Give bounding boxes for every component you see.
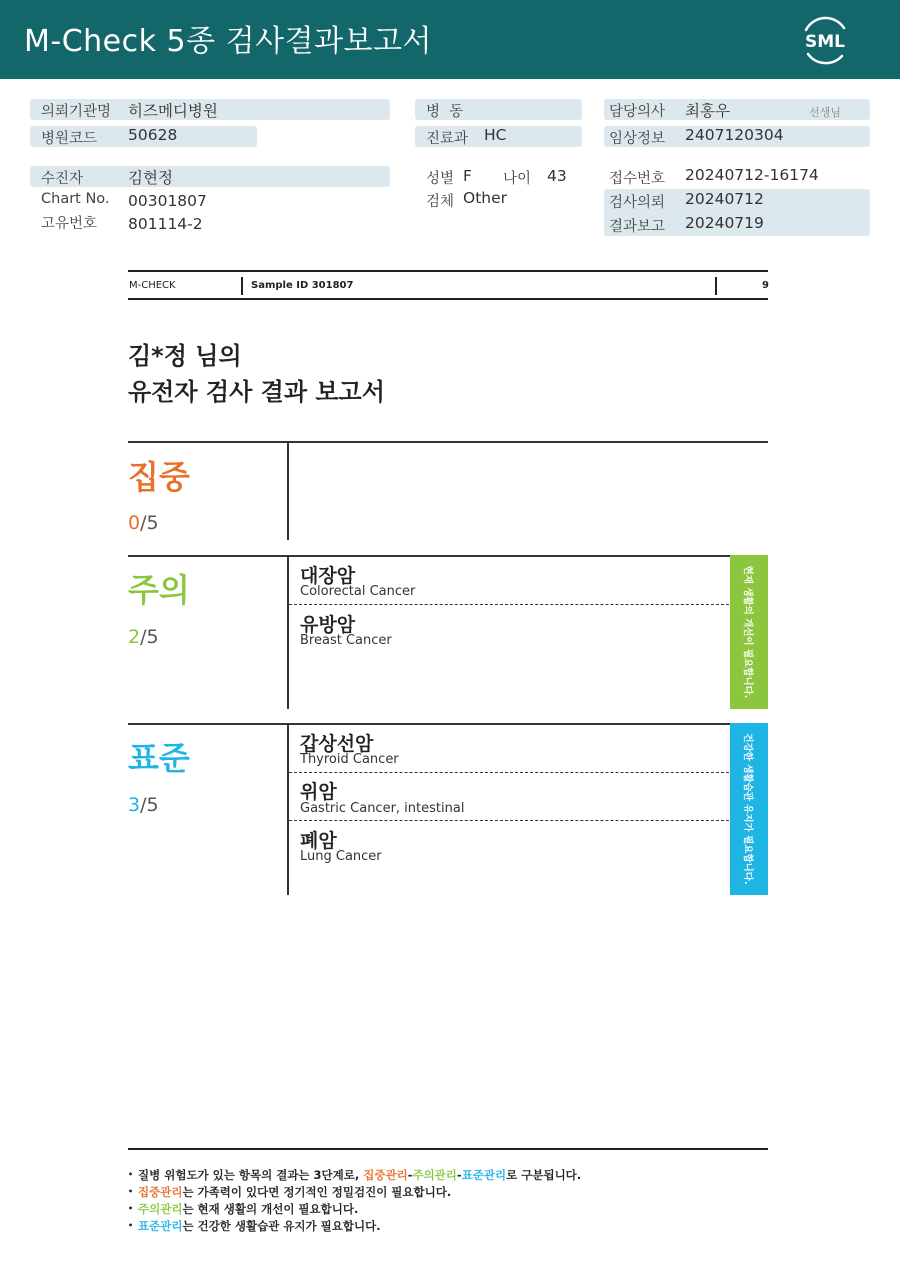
department-value: HC: [484, 126, 507, 144]
standard-side-bar: [730, 723, 768, 895]
standard-count-number: 3: [128, 794, 141, 816]
footer-rule: [128, 1148, 768, 1150]
footnote-4: [128, 1218, 381, 1234]
patient-row-bg: [30, 166, 390, 187]
footnote-3-text: 는 현재 생활의 개선이 필요합니다.: [182, 1202, 359, 1216]
receipt-no-value: 20240712-16174: [685, 166, 819, 184]
request-date-value: 20240712: [685, 190, 764, 208]
patient-value: 김현정: [128, 169, 173, 187]
hospital-code-label: 병원코드: [41, 131, 98, 147]
doctor-suffix: 선생님: [809, 106, 841, 119]
patient-label: 수진자: [41, 171, 84, 187]
standard-item-2-name-en: Gastric Cancer, intestinal: [300, 801, 465, 816]
doctor-label: 담당의사: [609, 104, 666, 120]
standard-item-3-name-ko: 폐암: [300, 830, 337, 852]
sml-logo-text: SML: [805, 32, 845, 52]
footnote-2: [128, 1184, 451, 1200]
caution-side-bar: [730, 555, 768, 709]
caution-section-divider: [287, 557, 289, 709]
request-date-label: 검사의뢰: [609, 195, 666, 211]
age-value: 43: [547, 167, 567, 185]
caution-item-2-name-ko: 유방암: [300, 614, 356, 636]
standard-item-3-name-en: Lung Cancer: [300, 849, 382, 864]
footnote-2-text: 는 가족력이 있다면 정기적인 정밀검진이 필요합니다.: [182, 1185, 452, 1199]
footnote-3: [128, 1201, 358, 1217]
footnote-1-sep2: -: [456, 1168, 462, 1182]
footnote-1-sep1: -: [407, 1168, 413, 1182]
caution-section-rule: [128, 555, 768, 557]
sample-bar-divider-right: [715, 277, 717, 295]
footnote-bullet: •: [128, 1221, 134, 1230]
standard-item-divider-1: [289, 772, 729, 773]
hospital-code-value: 50628: [128, 126, 178, 144]
focus-category-label: 집중: [128, 458, 190, 496]
caution-item-1-name-en: Colorectal Cancer: [300, 584, 416, 599]
caution-item-2-name-en: Breast Cancer: [300, 633, 392, 648]
sample-bar-bottom-rule: [128, 298, 768, 300]
institution-value: 히즈메디병원: [128, 102, 218, 120]
footnote-1-post: 로 구분됩니다.: [506, 1168, 582, 1182]
caution-count-total: /5: [140, 626, 159, 648]
unique-no-value: 801114-2: [128, 215, 203, 233]
specimen-label: 검체: [426, 194, 455, 210]
footnote-1-caution: 주의관리: [412, 1168, 457, 1182]
standard-section-rule: [128, 723, 768, 725]
focus-section-divider: [287, 443, 289, 540]
caution-count-number: 2: [128, 626, 141, 648]
unique-no-label: 고유번호: [41, 216, 98, 232]
age-label: 나이: [503, 171, 532, 187]
report-date-label: 결과보고: [609, 219, 666, 235]
sample-id: Sample ID 301807: [251, 280, 354, 291]
institution-label: 의뢰기관명: [41, 104, 112, 120]
caution-category-count: [128, 626, 159, 648]
focus-category-count: [128, 512, 159, 534]
focus-count-number: 0: [128, 512, 141, 534]
standard-item-divider-2: [289, 820, 729, 821]
caution-category-label: 주의: [128, 571, 190, 609]
footnote-bullet: •: [128, 1204, 134, 1213]
page-number: 9: [762, 280, 769, 291]
department-label: 진료과: [426, 131, 469, 147]
sex-label: 성별: [426, 171, 455, 187]
report-title-line2: 유전자 검사 결과 보고서: [128, 378, 385, 406]
standard-count-total: /5: [140, 794, 159, 816]
footnote-1-pre: 질병 위험도가 있는 항목의 결과는 3단계로,: [138, 1168, 364, 1182]
standard-item-1-name-en: Thyroid Cancer: [300, 752, 399, 767]
report-header: [0, 0, 900, 79]
footnote-2-term: 집중관리: [138, 1185, 183, 1199]
footnote-4-term: 표준관리: [138, 1219, 183, 1233]
standard-category-label: 표준: [128, 739, 190, 777]
footnote-bullet: •: [128, 1170, 134, 1179]
footnote-4-text: 는 건강한 생활습관 유지가 필요합니다.: [182, 1219, 381, 1233]
clinical-info-label: 임상정보: [609, 131, 666, 147]
footnote-1-focus: 집중관리: [363, 1168, 408, 1182]
focus-count-total: /5: [140, 512, 159, 534]
receipt-no-label: 접수번호: [609, 171, 666, 187]
footnote-3-term: 주의관리: [138, 1202, 183, 1216]
footnote-1: [128, 1167, 581, 1183]
report-header-title: M-Check 5종 검사결과보고서: [24, 24, 432, 59]
sample-bar-top-rule: [128, 270, 768, 272]
standard-item-1-name-ko: 갑상선암: [300, 733, 374, 755]
standard-section-divider: [287, 725, 289, 895]
caution-side-text: 현재 생활의 개선이 필요합니다.: [742, 565, 753, 699]
report-title-line1: 김*정 님의: [128, 342, 242, 370]
chart-no-value: 00301807: [128, 192, 207, 210]
sample-bar-divider-left: [241, 277, 243, 295]
caution-item-1-name-ko: 대장암: [300, 565, 356, 587]
doctor-value: 최홍우: [685, 102, 730, 120]
standard-category-count: [128, 794, 159, 816]
standard-side-text: 건강한 생활습관 유지가 필요합니다.: [742, 733, 753, 885]
caution-item-divider: [289, 604, 729, 605]
sex-value: F: [463, 167, 472, 185]
standard-item-2-name-ko: 위암: [300, 781, 337, 803]
chart-no-label: Chart No.: [41, 191, 110, 207]
specimen-value: Other: [463, 189, 508, 207]
ward-label: 병 동: [426, 104, 464, 120]
product-name: M-CHECK: [129, 280, 176, 291]
sml-logo: [798, 14, 852, 66]
footnote-1-standard: 표준관리: [461, 1168, 507, 1182]
clinical-info-value: 2407120304: [685, 126, 784, 144]
report-date-value: 20240719: [685, 214, 764, 232]
footnote-bullet: •: [128, 1187, 134, 1196]
focus-section-rule: [128, 441, 768, 443]
